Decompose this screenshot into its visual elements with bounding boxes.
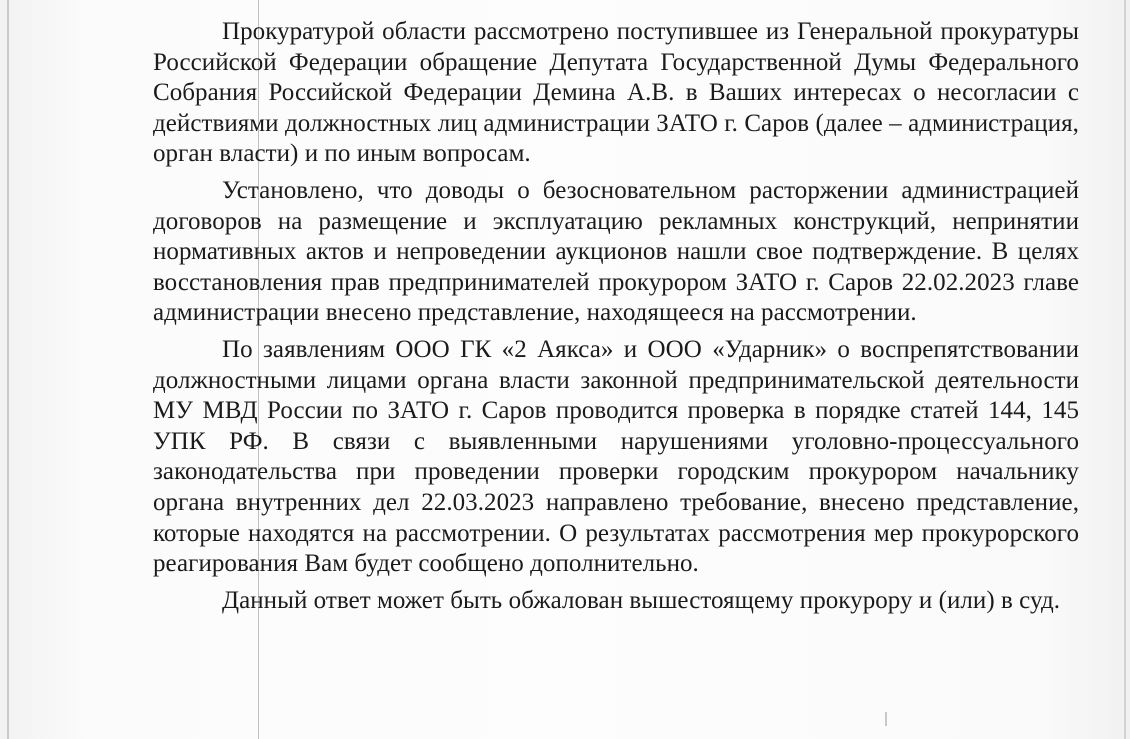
scan-speck bbox=[885, 712, 887, 726]
paragraph-investigation: По заявлениям ООО ГК «2 Аякса» и ООО «Ударник» о воспрепятствовании должностными лицами органа власти законной предпринимательской деятельности МУ МВД России по ЗАТО г. Саров проводится проверка в порядке статей 144, 145 УПК РФ. В связи с выявленными нарушениями уголовно-процессуального законодательства при проведении проверки городским прокурором начальнику органа внутренних дел 22.03.2023 направлено требование, внесено представление, которые находятся на рассмотрении. О результатах рассмотрения мер прокурорского реагирования Вам будет сообщено дополнительно. bbox=[153, 335, 1079, 578]
page-right-edge bbox=[1124, 0, 1126, 739]
letter-body bbox=[153, 17, 1079, 622]
paragraph-appeal: Данный ответ может быть обжалован вышестоящему прокурору и (или) в суд. bbox=[222, 586, 1061, 614]
page-left-edge bbox=[7, 0, 9, 739]
paragraph-findings: Установлено, что доводы о безосновательном расторжении администрацией договоров на размещение и эксплуатацию рекламных конструкций, непринятии нормативных актов и непроведении аукционов нашли свое подтверждение. В целях восстановления прав предпринимателей прокурором ЗАТО г. Саров 22.02.2023 главе администрации внесено представление, находящееся на рассмотрении. bbox=[153, 176, 1079, 327]
paragraph-review: Прокуратурой области рассмотрено поступившее из Генеральной прокуратуры Российской Федерации обращение Депутата Государственной Думы Федерального Собрания Российской Федерации Демина А.В. в Ваших интересах о несогласии с действиями должностных лиц администрации ЗАТО г. Саров (далее – администрация, орган власти) и по иным вопросам. bbox=[153, 18, 1079, 168]
